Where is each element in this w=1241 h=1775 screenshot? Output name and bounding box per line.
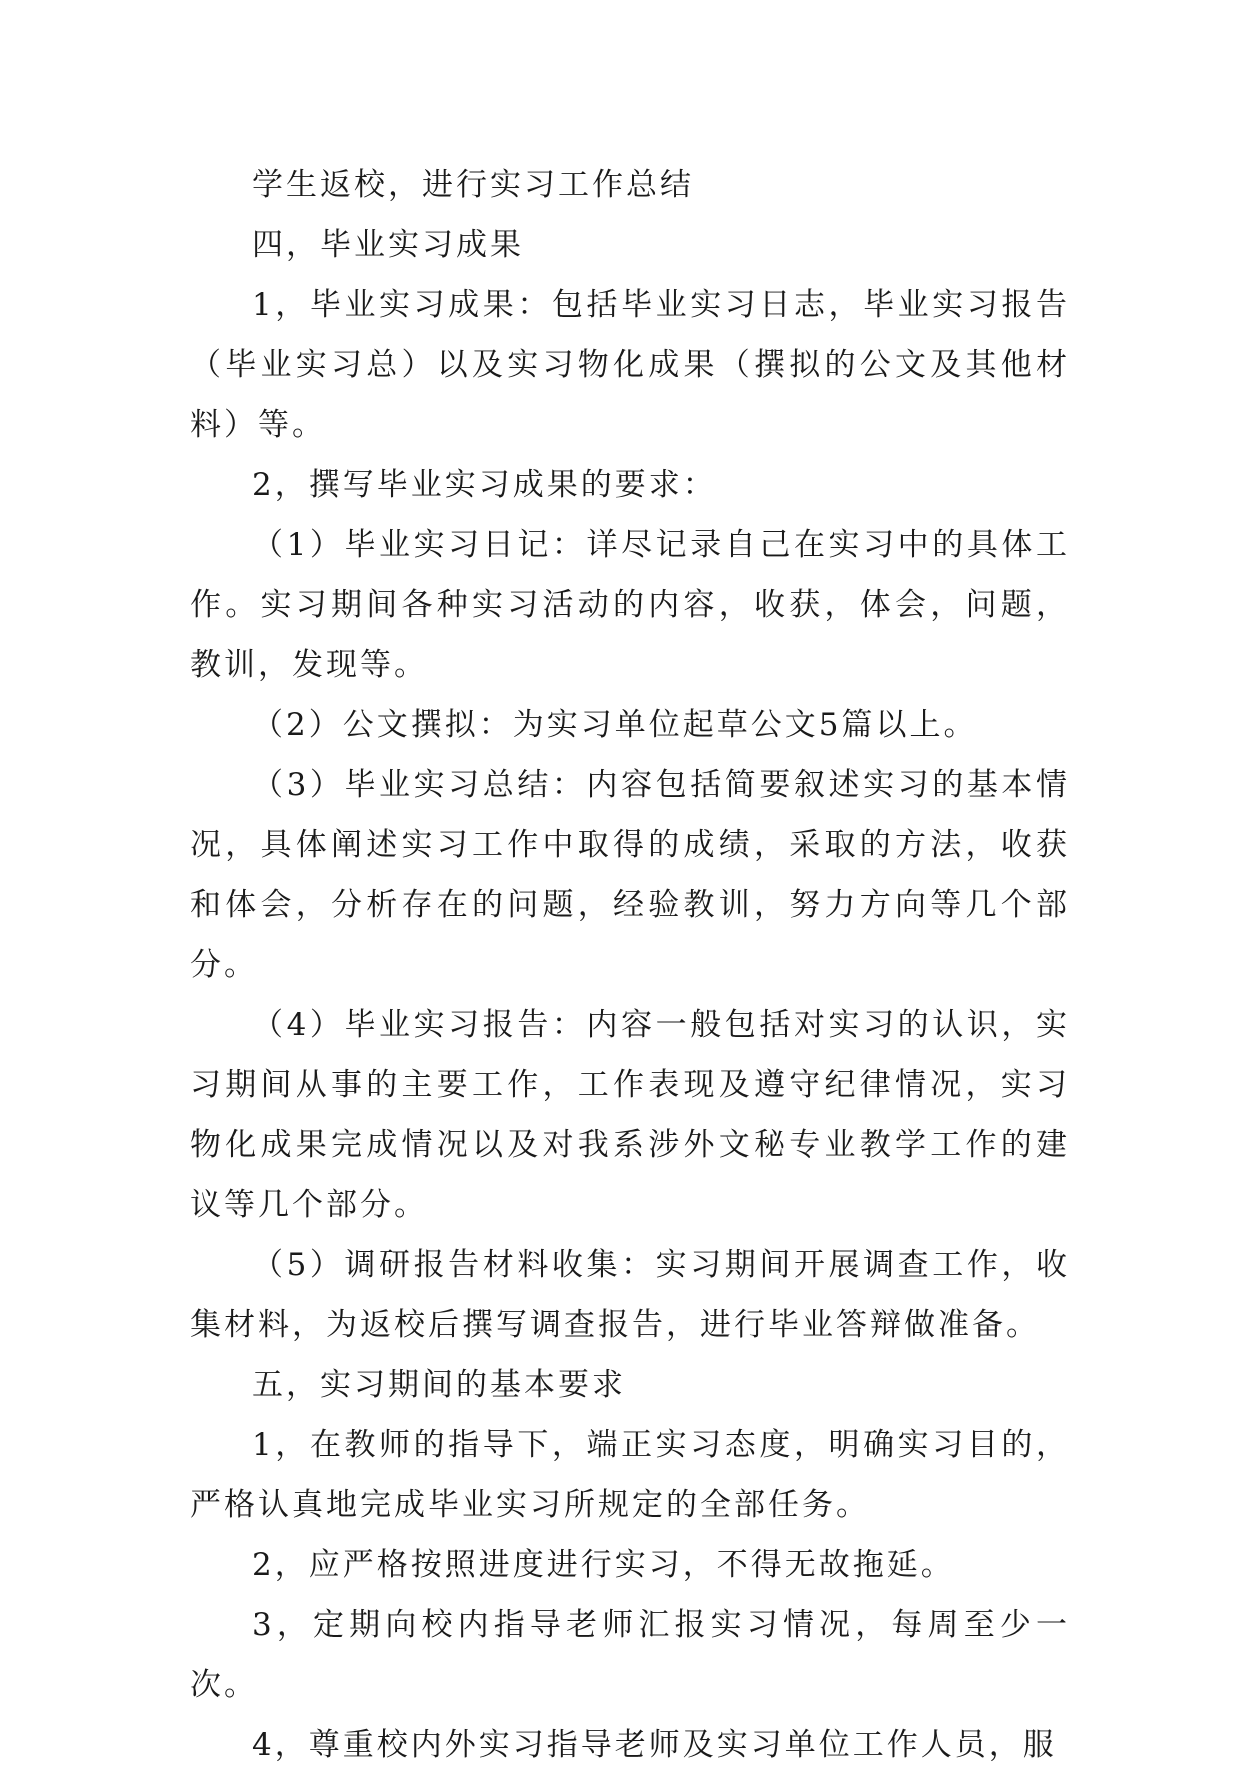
section-heading-5: 五，实习期间的基本要求 [252,1367,626,1403]
paragraph-item-research: （5）调研报告材料收集：实习期间开展调查工作，收集材料，为返校后撰写调查报告，进行毕业答辩做准备。 [190,1247,1070,1343]
paragraph-results-2: 2，撰写毕业实习成果的要求： [252,467,717,503]
paragraph-return-summary: 学生返校，进行实习工作总结 [252,167,694,203]
paragraph-requirement-3: 3，定期向校内指导老师汇报实习情况，每周至少一次。 [190,1607,1070,1703]
section-heading-4: 四，毕业实习成果 [252,227,524,263]
paragraph-item-report: （4）毕业实习报告：内容一般包括对实习的认识，实习期间从事的主要工作，工作表现及遵守纪律情况，实习物化成果完成情况以及对我系涉外文秘专业教学工作的建议等几个部分。 [190,1007,1070,1223]
paragraph-results-1: 1，毕业实习成果：包括毕业实习日志，毕业实习报告（毕业实习总）以及实习物化成果（撰拟的公文及其他材料）等。 [190,287,1070,443]
paragraph-requirement-1: 1，在教师的指导下，端正实习态度，明确实习目的，严格认真地完成毕业实习所规定的全部任务。 [190,1427,1070,1523]
paragraph-requirement-4: 4，尊重校内外实习指导老师及实习单位工作人员，服 [252,1727,1057,1763]
paragraph-requirement-2: 2，应严格按照进度进行实习，不得无故拖延。 [252,1547,955,1583]
paragraph-item-summary: （3）毕业实习总结：内容包括简要叙述实习的基本情况，具体阐述实习工作中取得的成绩，采取的方法，收获和体会，分析存在的问题，经验教训，努力方向等几个部分。 [190,767,1070,983]
document-body [190,155,1070,1775]
paragraph-item-drafting: （2）公文撰拟：为实习单位起草公文5篇以上。 [252,707,978,743]
paragraph-item-diary: （1）毕业实习日记：详尽记录自己在实习中的具体工作。实习期间各种实习活动的内容，收获，体会，问题，教训，发现等。 [190,527,1070,683]
